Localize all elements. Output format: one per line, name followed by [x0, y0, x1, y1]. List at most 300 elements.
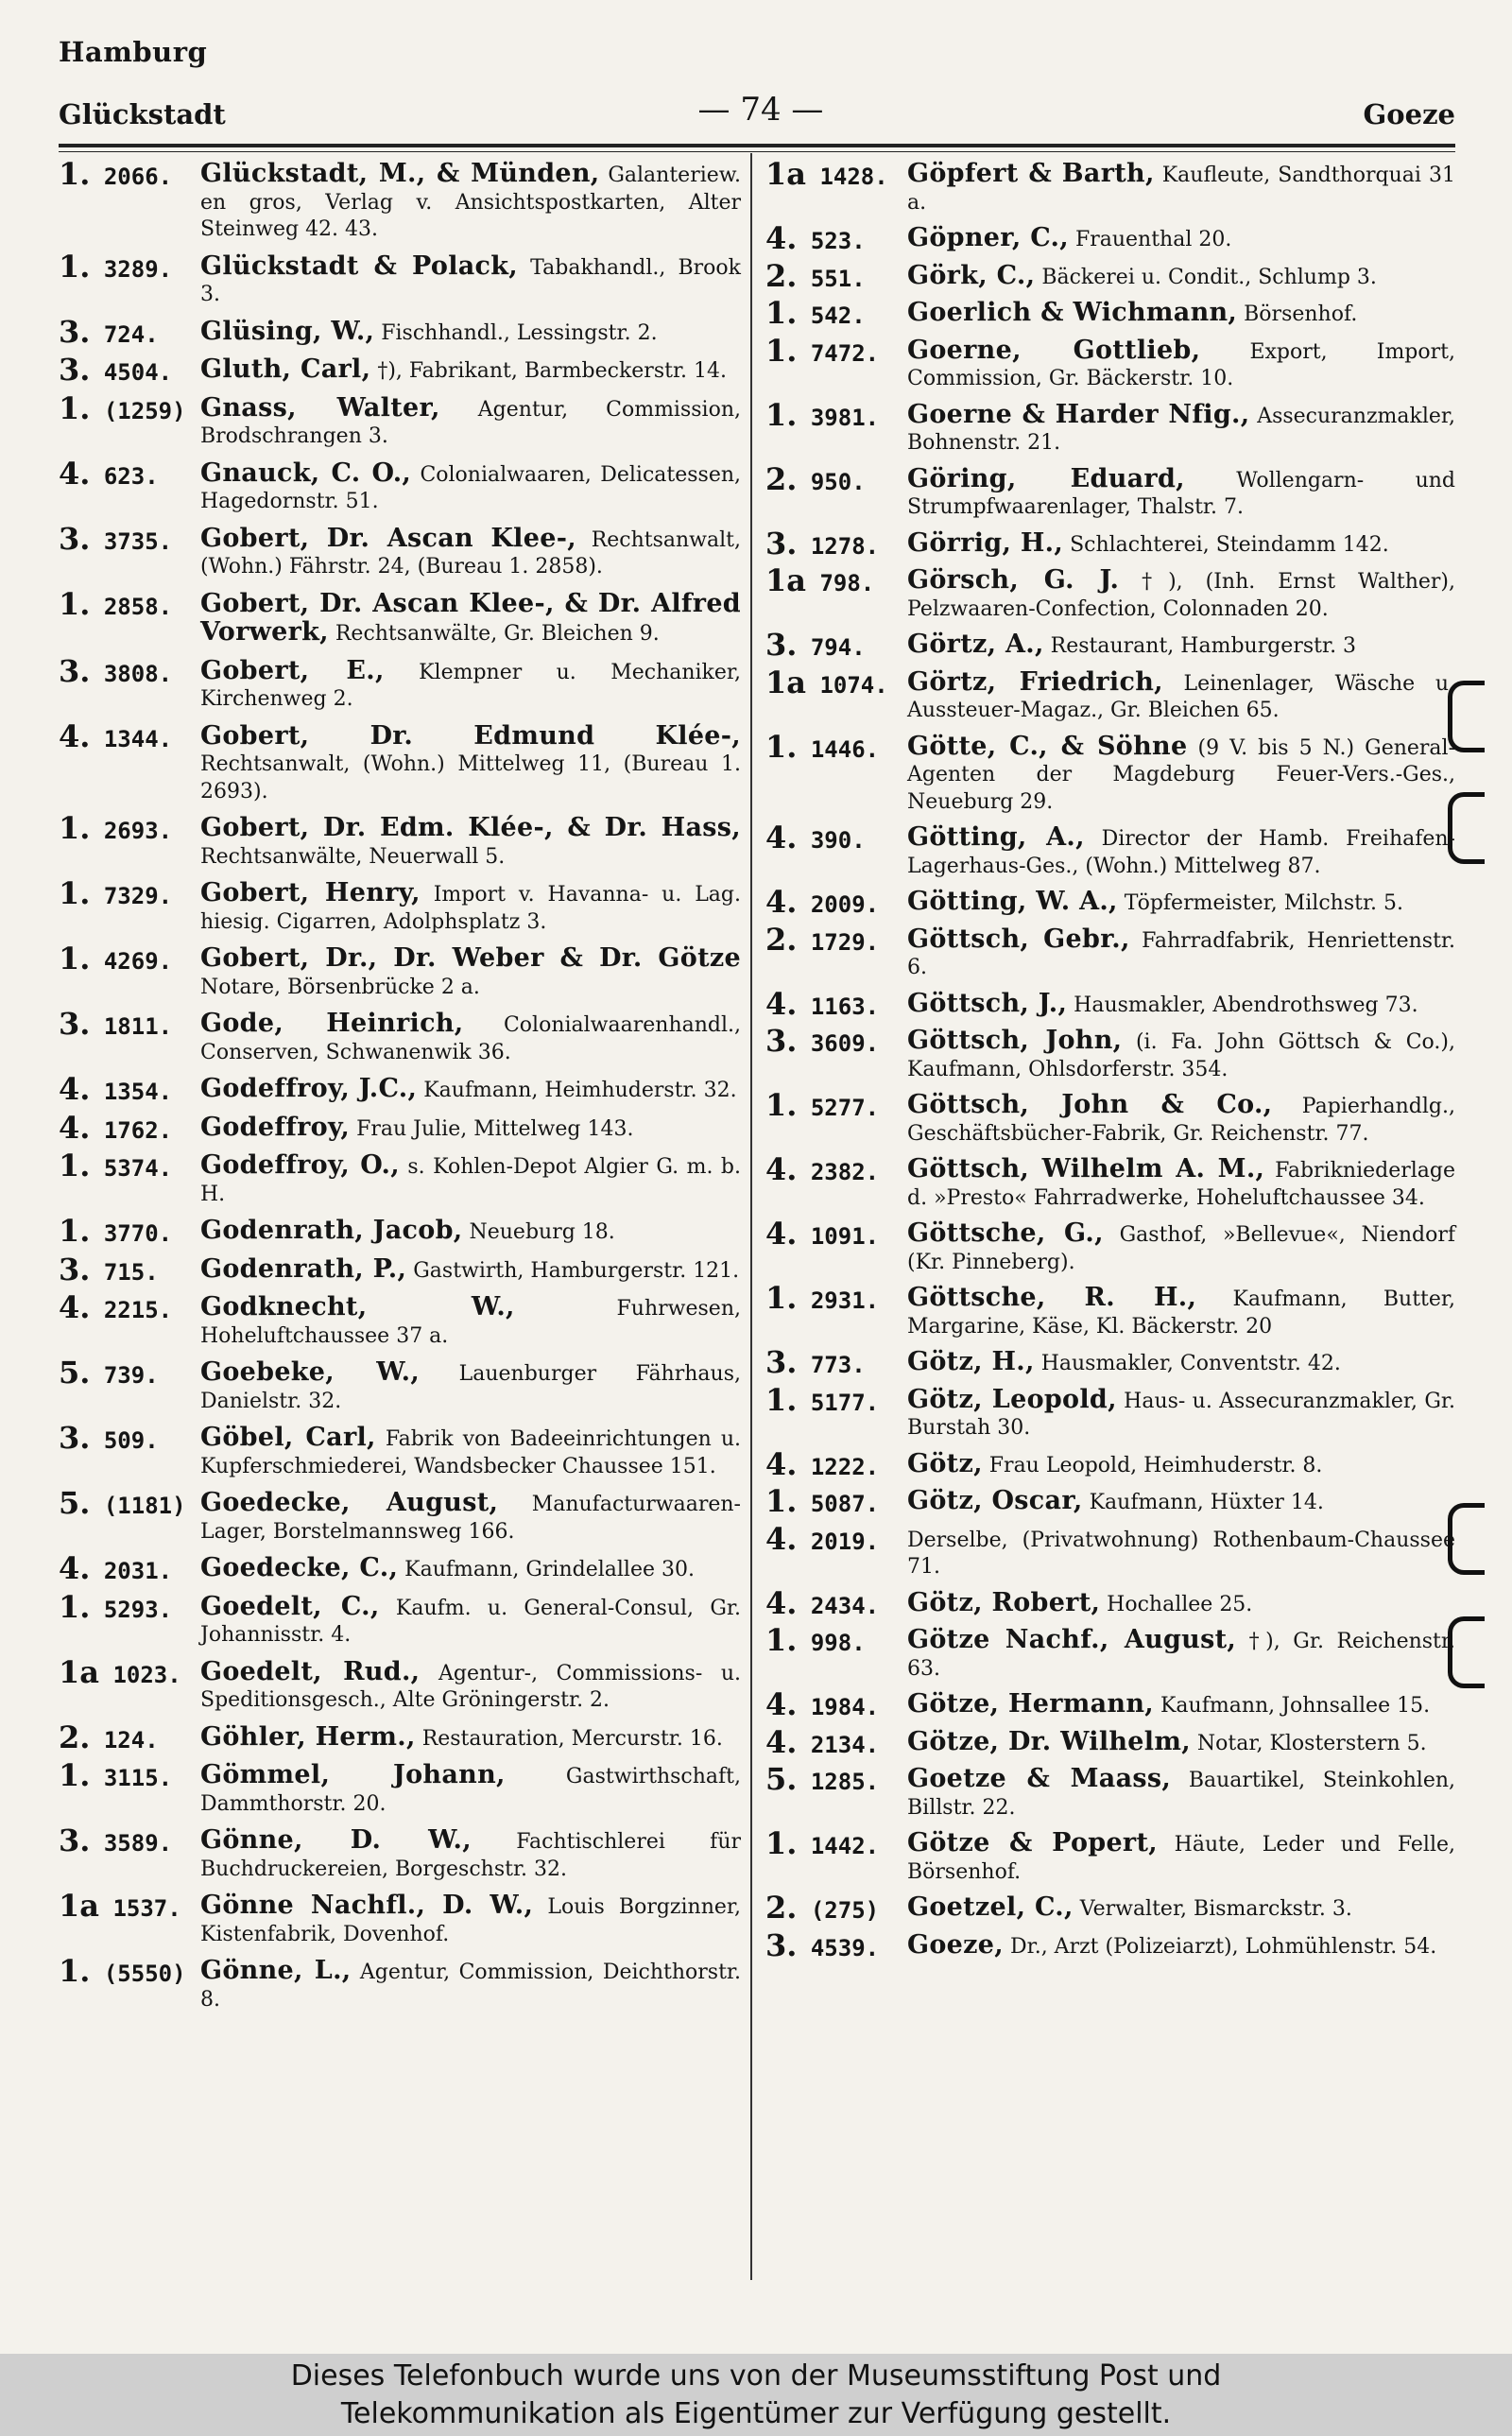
- subscriber-details: Häute, Leder und Felle, Börsenhof.: [907, 1833, 1456, 1884]
- exchange-class: 1.: [59, 1953, 91, 1989]
- subscriber-number: 1984.: [810, 1694, 880, 1720]
- subscriber-details: Fuhrwesen, Hoheluftchaussee 37 a.: [200, 1297, 741, 1348]
- exchange-class: 5.: [59, 1355, 91, 1391]
- subscriber-name: Goedecke, C.,: [200, 1553, 399, 1582]
- entry-body: [907, 1830, 1455, 1886]
- directory-entry: [765, 1622, 1455, 1683]
- phone-number: [59, 1006, 196, 1042]
- subscriber-name: Gobert, E.,: [200, 655, 385, 685]
- subscriber-details: Agentur, Commission, Brodschrangen 3.: [200, 397, 741, 448]
- phone-number: [59, 248, 196, 285]
- entry-body: [907, 1587, 1455, 1619]
- exchange-class: 1.: [59, 810, 91, 846]
- entry-body: [200, 1294, 741, 1350]
- subscriber-number: 7472.: [810, 339, 880, 367]
- entry-body: [907, 824, 1455, 880]
- subscriber-number: 4269.: [103, 948, 173, 975]
- directory-entry: [59, 156, 741, 244]
- phone-number: [765, 1723, 902, 1760]
- subscriber-details: Kaufmann, Heimhuderstr. 32.: [423, 1079, 737, 1102]
- subscriber-name: Gönne, D. W.,: [200, 1825, 472, 1855]
- directory-entry: [59, 1251, 741, 1287]
- entry-body: [907, 1092, 1455, 1148]
- directory-entry: [765, 1087, 1455, 1148]
- subscriber-details: Colonialwaarenhandl., Conserven, Schwanenwik 36.: [200, 1013, 741, 1064]
- subscriber-name: Gobert, Henry,: [200, 878, 421, 907]
- exchange-class: 1.: [765, 1280, 798, 1316]
- exchange-class: 3.: [59, 1823, 91, 1858]
- phone-number: [765, 1825, 902, 1861]
- subscriber-name: Görtz, Friedrich,: [907, 666, 1163, 697]
- subscriber-details: Hochallee 25.: [1107, 1592, 1253, 1616]
- subscriber-details: Director der Hamb. Freihafen-Lagerhaus-Ges., (Wohn.) Mittelweg 87.: [907, 827, 1455, 878]
- directory-entry: [765, 525, 1455, 561]
- entry-body: [200, 1253, 741, 1286]
- subscriber-number: (1181): [103, 1493, 186, 1519]
- phone-number: [765, 257, 902, 294]
- phone-number: [765, 1280, 902, 1316]
- directory-entry: [59, 1485, 741, 1546]
- subscriber-number: 124.: [103, 1726, 159, 1754]
- subscriber-number: 1278.: [810, 532, 880, 560]
- directory-entry: [59, 389, 741, 451]
- subscriber-details: Louis Borgzinner, Kistenfabrik, Dovenhof.: [200, 1895, 741, 1946]
- subscriber-details: Töpfermeister, Milchstr. 5.: [1124, 891, 1404, 915]
- directory-entry: [765, 664, 1456, 725]
- phone-number: [765, 1216, 902, 1252]
- subscriber-name: Götz,: [907, 1448, 983, 1478]
- subscriber-number: 1442.: [810, 1833, 880, 1859]
- subscriber-name: Gnass, Walter,: [200, 392, 440, 423]
- subscriber-details: Export, Import, Commission, Gr. Bäckerstr. 10.: [907, 339, 1455, 390]
- phone-number: [765, 1520, 902, 1557]
- directory-entry: [59, 1148, 741, 1208]
- directory-entry: [59, 1109, 741, 1146]
- subscriber-name: Götze, Hermann,: [907, 1689, 1154, 1719]
- subscriber-number: 773.: [810, 1352, 866, 1378]
- directory-entry: [765, 1445, 1455, 1482]
- subscriber-name: Goetze & Maass,: [907, 1764, 1172, 1793]
- directory-entry: [765, 1344, 1455, 1380]
- subscriber-name: Götting, A.,: [907, 822, 1085, 852]
- subscriber-name: Godknecht, W.,: [200, 1292, 515, 1322]
- entry-body: [200, 460, 741, 516]
- subscriber-details: (9 V. bis 5 N.) General-Agenten der Magdeburg Feuer-Vers.-Ges., Neueburg 29.: [907, 735, 1455, 814]
- subscriber-number: 1344.: [103, 725, 173, 752]
- phone-number: [59, 156, 196, 192]
- subscriber-name: Gönne Nachfl., D. W.,: [200, 1891, 534, 1920]
- exchange-class: 5.: [765, 1761, 798, 1797]
- subscriber-name: Goerne, Gottlieb,: [907, 335, 1201, 365]
- phone-number: [765, 1622, 902, 1658]
- entry-body: [907, 463, 1455, 522]
- subscriber-name: Goeze,: [907, 1929, 1004, 1960]
- directory-entry: [765, 1151, 1456, 1212]
- exchange-class: 1.: [59, 156, 91, 192]
- phone-number: [765, 1445, 902, 1482]
- entry-body: [200, 1359, 741, 1415]
- subscriber-details: Hausmakler, Abendrothsweg 73.: [1074, 993, 1418, 1017]
- subscriber-number: (5550): [103, 1961, 186, 1987]
- entry-body: [907, 631, 1455, 661]
- exchange-class: 4.: [765, 220, 798, 256]
- entry-body: [907, 567, 1455, 623]
- directory-entry: [765, 562, 1455, 623]
- directory-entry: [59, 1719, 741, 1755]
- subscriber-number: 5087.: [810, 1491, 880, 1517]
- exchange-class: 2.: [765, 460, 798, 497]
- subscriber-number: 2009.: [810, 891, 880, 918]
- entry-body: [907, 161, 1455, 216]
- subscriber-details: Lauenburger Fährhaus, Danielstr. 32.: [200, 1362, 741, 1413]
- subscriber-details: Rechtsanwälte, Gr. Bleichen 9.: [335, 622, 660, 646]
- exchange-class: 3.: [59, 1006, 91, 1042]
- phone-number: [765, 1381, 902, 1418]
- directory-entry: [59, 1006, 741, 1066]
- subscriber-name: Göhler, Herm.,: [200, 1721, 416, 1752]
- exchange-class: 1.: [59, 1588, 91, 1625]
- directory-entry: [59, 1355, 741, 1415]
- exchange-class: 1.: [59, 1213, 91, 1249]
- subscriber-number: (275): [810, 1897, 880, 1924]
- entry-body: [907, 1384, 1455, 1443]
- directory-entry: [765, 1686, 1455, 1722]
- phone-number: [765, 525, 902, 561]
- subscriber-details: Dr., Arzt (Polizeiarzt), Lohmühlenstr. 54.: [1009, 1934, 1437, 1959]
- exchange-class: 5.: [59, 1485, 91, 1521]
- exchange-class: 1.: [765, 1825, 798, 1861]
- directory-entry: [59, 1888, 741, 1948]
- directory-entry: [765, 1825, 1456, 1886]
- subscriber-number: 2019.: [810, 1528, 880, 1555]
- subscriber-name: Göttsche, G.,: [907, 1218, 1104, 1248]
- exchange-class: 1a: [765, 156, 806, 192]
- subscriber-details: s. Kohlen-Depot Algier G. m. b. H.: [200, 1155, 741, 1206]
- directory-entry: [765, 220, 1455, 256]
- subscriber-details: Frau Leopold, Heimhuderstr. 8.: [988, 1453, 1323, 1477]
- subscriber-name: Goerlich & Wichmann,: [907, 298, 1238, 327]
- subscriber-details: Fachtischlerei für Buchdruckereien, Borgeschstr. 32.: [200, 1830, 742, 1881]
- subscriber-number: (1259): [103, 397, 186, 424]
- exchange-class: 4.: [765, 1723, 798, 1760]
- exchange-class: 3.: [59, 1420, 91, 1456]
- subscriber-name: Götz, H.,: [907, 1347, 1035, 1376]
- subscriber-name: Götz, Robert,: [907, 1587, 1101, 1617]
- directory-entry: [765, 1280, 1456, 1340]
- subscriber-number: 2031.: [103, 1558, 173, 1584]
- directory-entry: [59, 1550, 741, 1586]
- subscriber-number: 1163.: [810, 993, 880, 1020]
- subscriber-details: Bäckerei u. Condit., Schlump 3.: [1041, 265, 1377, 289]
- subscriber-name: Göttsch, Gebr.,: [907, 924, 1130, 954]
- directory-entry: [59, 875, 742, 936]
- exchange-class: 1.: [59, 875, 91, 911]
- directory-entry: [765, 985, 1455, 1022]
- subscriber-number: 1354.: [103, 1079, 173, 1105]
- phone-number: [765, 1926, 902, 1963]
- binding-hole-mark: [1448, 1616, 1485, 1688]
- exchange-class: 4.: [765, 820, 798, 855]
- phone-number: [765, 820, 902, 855]
- entry-body: [200, 356, 741, 386]
- entry-body: [907, 300, 1455, 329]
- subscriber-number: 5293.: [103, 1596, 173, 1623]
- directory-entry: [59, 941, 741, 1001]
- directory-entry: [765, 1023, 1455, 1083]
- entry-body: [200, 1892, 741, 1948]
- entry-body: [200, 1152, 741, 1208]
- subscriber-number: 2215.: [103, 1297, 173, 1323]
- directory-entry: [765, 921, 1456, 982]
- subscriber-name: Götz, Oscar,: [907, 1486, 1083, 1515]
- right-column: [765, 156, 1456, 1963]
- entry-body: [907, 1448, 1455, 1480]
- subscriber-number: 794.: [810, 634, 866, 661]
- subscriber-number: 2066.: [103, 164, 173, 190]
- subscriber-name: Glückstadt, M., & Münden,: [200, 159, 600, 188]
- exchange-class: 4.: [765, 1445, 798, 1482]
- phone-number: [59, 1550, 196, 1586]
- subscriber-name: Goedelt, Rud.,: [200, 1656, 421, 1686]
- subscriber-details: Tabakhandl., Brook 3.: [200, 255, 742, 306]
- entry-body: [907, 988, 1455, 1020]
- phone-number: [765, 728, 902, 765]
- subscriber-number: 3808.: [103, 660, 173, 687]
- subscriber-number: 998.: [810, 1630, 866, 1656]
- subscriber-number: 1428.: [819, 164, 888, 190]
- subscriber-name: Godeffroy, J.C.,: [200, 1074, 418, 1103]
- entry-body: [907, 1526, 1455, 1581]
- subscriber-details: Restaurant, Hamburgerstr. 3: [1050, 634, 1357, 658]
- page-number: — 74 —: [697, 91, 824, 129]
- entry-body: [907, 1349, 1455, 1378]
- subscriber-number: 4539.: [810, 1934, 880, 1961]
- subscriber-number: 7329.: [103, 883, 173, 909]
- phone-number: [765, 884, 902, 920]
- phone-number: [765, 1023, 902, 1059]
- directory-entry: [59, 352, 741, 388]
- subscriber-details: Verwalter, Bismarckstr. 3.: [1079, 1897, 1352, 1921]
- subscriber-name: Götz, Leopold,: [907, 1384, 1117, 1414]
- directory-entry: [765, 1381, 1455, 1443]
- subscriber-number: 3981.: [810, 404, 880, 431]
- subscriber-details: Börsenhof.: [1244, 302, 1358, 326]
- subscriber-number: 798.: [819, 570, 875, 596]
- subscriber-name: Gönne, L.,: [200, 1956, 352, 1985]
- subscriber-name: Görtz, A.,: [907, 630, 1044, 659]
- subscriber-number: 1074.: [819, 671, 888, 699]
- entry-body: [907, 1766, 1455, 1822]
- directory-entry: [59, 585, 741, 648]
- phone-number: [59, 585, 196, 622]
- entry-body: [907, 731, 1455, 817]
- exchange-class: 1.: [765, 396, 798, 433]
- phone-number: [765, 1686, 902, 1722]
- subscriber-name: Godenrath, Jacob,: [200, 1216, 463, 1245]
- subscriber-number: 1091.: [810, 1223, 880, 1250]
- exchange-class: 1a: [59, 1888, 99, 1924]
- subscriber-name: Goetzel, C.,: [907, 1892, 1074, 1922]
- left-keyword: Glückstadt: [59, 98, 226, 130]
- subscriber-number: 5277.: [810, 1095, 880, 1121]
- phone-number: [765, 460, 902, 497]
- subscriber-details: Schlachterei, Steindamm 142.: [1070, 532, 1389, 557]
- phone-number: [765, 156, 902, 192]
- subscriber-number: 724.: [103, 320, 159, 348]
- subscriber-number: 623.: [103, 462, 159, 490]
- directory-entry: [765, 257, 1455, 294]
- phone-number: [59, 652, 196, 689]
- entry-body: [200, 161, 741, 244]
- directory-entry: [59, 520, 741, 581]
- phone-number: [765, 1890, 902, 1926]
- subscriber-number: 3735.: [103, 527, 173, 555]
- phone-number: [59, 1757, 196, 1793]
- phone-number: [59, 1148, 196, 1183]
- subscriber-details: Gastwirth, Hamburgerstr. 121.: [413, 1258, 740, 1283]
- subscriber-number: 542.: [810, 302, 866, 329]
- subscriber-number: 5177.: [810, 1389, 880, 1416]
- subscriber-name: Görsch, G. J.: [907, 565, 1120, 595]
- exchange-class: 3.: [765, 1344, 798, 1380]
- phone-number: [59, 1420, 196, 1456]
- exchange-class: 4.: [59, 1289, 91, 1325]
- binding-hole-mark: [1448, 1503, 1485, 1575]
- subscriber-details: Rechtsanwalt, (Wohn.) Mittelweg 11, (Bureau 1. 2693).: [200, 752, 741, 803]
- subscriber-details: Haus- u. Assecuranzmakler, Gr. Burstah 30.: [907, 1389, 1455, 1440]
- subscriber-details: Neueburg 18.: [469, 1220, 615, 1244]
- subscriber-name: Götting, W. A.,: [907, 887, 1118, 916]
- subscriber-details: Rechtsanwalt, (Wohn.) Fährstr. 24, (Bureau 1. 2858).: [200, 527, 741, 579]
- subscriber-details: Kaufmann, Johnsallee 15.: [1160, 1694, 1431, 1718]
- subscriber-name: Göttsch, John & Co.,: [907, 1090, 1273, 1119]
- exchange-class: 2.: [765, 1890, 798, 1926]
- subscriber-name: Gobert, Dr., Dr. Weber & Dr. Götze: [200, 943, 741, 973]
- entry-body: [907, 399, 1456, 458]
- subscriber-name: Goedelt, C.,: [200, 1591, 380, 1621]
- subscriber-name: Götze & Popert,: [907, 1828, 1158, 1857]
- subscriber-name: Gobert, Dr. Edmund Klée-,: [200, 720, 741, 751]
- header-rule-thin: [59, 151, 1455, 152]
- subscriber-details: Gastwirthschaft, Dammthorstr. 20.: [200, 1765, 742, 1816]
- subscriber-details: Assecuranzmakler, Bohnenstr. 21.: [907, 404, 1456, 455]
- exchange-class: 1.: [765, 728, 798, 765]
- subscriber-number: 1446.: [810, 735, 880, 763]
- subscriber-number: 551.: [810, 265, 866, 292]
- phone-number: [59, 352, 196, 388]
- subscriber-details: Wollengarn- und Strumpfwaarenlager, Thalstr. 7.: [907, 468, 1455, 519]
- phone-number: [59, 1355, 196, 1391]
- subscriber-name: Glüsing, W.,: [200, 316, 375, 346]
- entry-body: [907, 1929, 1455, 1961]
- phone-number: [765, 396, 902, 433]
- subscriber-name: Gömmel, Johann,: [200, 1760, 506, 1789]
- phone-number: [59, 1251, 196, 1287]
- exchange-class: 1.: [59, 585, 91, 622]
- exchange-class: 3.: [765, 627, 798, 663]
- subscriber-name: Goebeke, W.,: [200, 1357, 421, 1387]
- phone-number: [59, 1823, 196, 1858]
- phone-number: [59, 875, 196, 911]
- entry-body: [907, 337, 1455, 393]
- entry-body: [200, 392, 741, 451]
- subscriber-details: Kaufm. u. General-Consul, Gr. Johannisstr. 4.: [200, 1596, 741, 1647]
- directory-entry: [765, 1483, 1455, 1519]
- exchange-class: 4.: [765, 1151, 798, 1187]
- directory-entry: [765, 1723, 1455, 1760]
- directory-entry: [59, 652, 741, 714]
- exchange-class: 3.: [765, 1926, 798, 1963]
- phone-number: [59, 520, 196, 557]
- subscriber-number: 2693.: [103, 818, 173, 844]
- phone-number: [59, 717, 196, 754]
- subscriber-number: 3115.: [103, 1765, 173, 1791]
- directory-entry: [765, 1890, 1455, 1926]
- subscriber-name: Gobert, Dr. Ascan Klee-, & Dr. Alfred Vorwerk,: [200, 588, 741, 647]
- subscriber-details: Leinenlager, Wäsche u. Aussteuer-Magaz., Gr. Bleichen 65.: [907, 671, 1456, 722]
- subscriber-details: Kaufleute, Sandthorquai 31 a.: [907, 164, 1455, 215]
- subscriber-details: (i. Fa. John Göttsch & Co.), Kaufmann, Ohlsdorferstr. 354.: [907, 1030, 1455, 1081]
- subscriber-details: Notare, Börsenbrücke 2 a.: [200, 975, 480, 999]
- subscriber-details: Kaufmann, Grindelallee 30.: [404, 1558, 695, 1581]
- directory-entry: [59, 1071, 741, 1107]
- entry-body: [200, 1762, 741, 1818]
- directory-entry: [59, 313, 741, 350]
- entry-body: [200, 815, 741, 871]
- phone-number: [59, 1653, 196, 1690]
- exchange-class: 4.: [59, 1071, 91, 1107]
- directory-entry: [765, 332, 1455, 393]
- subscriber-details: Kaufmann, Butter, Margarine, Käse, Kl. Bäckerstr. 20: [907, 1287, 1456, 1339]
- subscriber-number: 3289.: [103, 255, 173, 283]
- footer-notice: [0, 2354, 1512, 2436]
- directory-entry: [765, 627, 1455, 663]
- directory-entry: [765, 820, 1455, 880]
- subscriber-details: †), Fabrikant, Barmbeckerstr. 14.: [377, 359, 728, 383]
- exchange-class: 4.: [59, 717, 91, 754]
- exchange-class: 4.: [765, 1686, 798, 1722]
- subscriber-details: Papierhandlg., Geschäftsbücher-Fabrik, Gr. Reichenstr. 77.: [907, 1095, 1455, 1146]
- entry-body: [907, 666, 1456, 725]
- subscriber-details: Import v. Havanna- u. Lag. hiesig. Cigarren, Adolphsplatz 3.: [200, 883, 742, 934]
- subscriber-name: Görrig, H.,: [907, 527, 1064, 558]
- phone-number: [59, 1953, 196, 1989]
- subscriber-name: Götte, C., & Söhne: [907, 731, 1188, 761]
- subscriber-number: 1811.: [103, 1013, 173, 1040]
- directory-entry: [765, 1520, 1455, 1581]
- subscriber-details: Derselbe, (Privatwohnung) Rothenbaum-Chaussee 71.: [907, 1528, 1455, 1579]
- entry-body: [200, 1425, 741, 1480]
- entry-body: [200, 1827, 741, 1883]
- entry-body: [907, 1028, 1455, 1083]
- subscriber-details: Rechtsanwälte, Neuerwall 5.: [200, 844, 506, 869]
- binding-hole-mark: [1448, 792, 1485, 864]
- entry-body: [200, 720, 741, 806]
- phone-number: [765, 921, 902, 958]
- subscriber-details: Hausmakler, Conventstr. 42.: [1040, 1352, 1341, 1375]
- directory-entry: [59, 1289, 741, 1350]
- directory-entry: [765, 1216, 1455, 1276]
- directory-entry: [59, 455, 742, 516]
- subscriber-details: Galanteriew. en gros, Verlag v. Ansichtspostkarten, Alter Steinweg 42. 43.: [200, 164, 741, 241]
- entry-body: [200, 1076, 741, 1105]
- exchange-class: 1.: [59, 1757, 91, 1793]
- exchange-class: 2.: [59, 1719, 91, 1755]
- footer-line-2: Telekommunikation als Eigentümer zur Verfügung gestellt.: [340, 2397, 1172, 2430]
- entry-body: [907, 1488, 1455, 1517]
- header-rule: [59, 144, 1455, 147]
- phone-number: [59, 1588, 196, 1625]
